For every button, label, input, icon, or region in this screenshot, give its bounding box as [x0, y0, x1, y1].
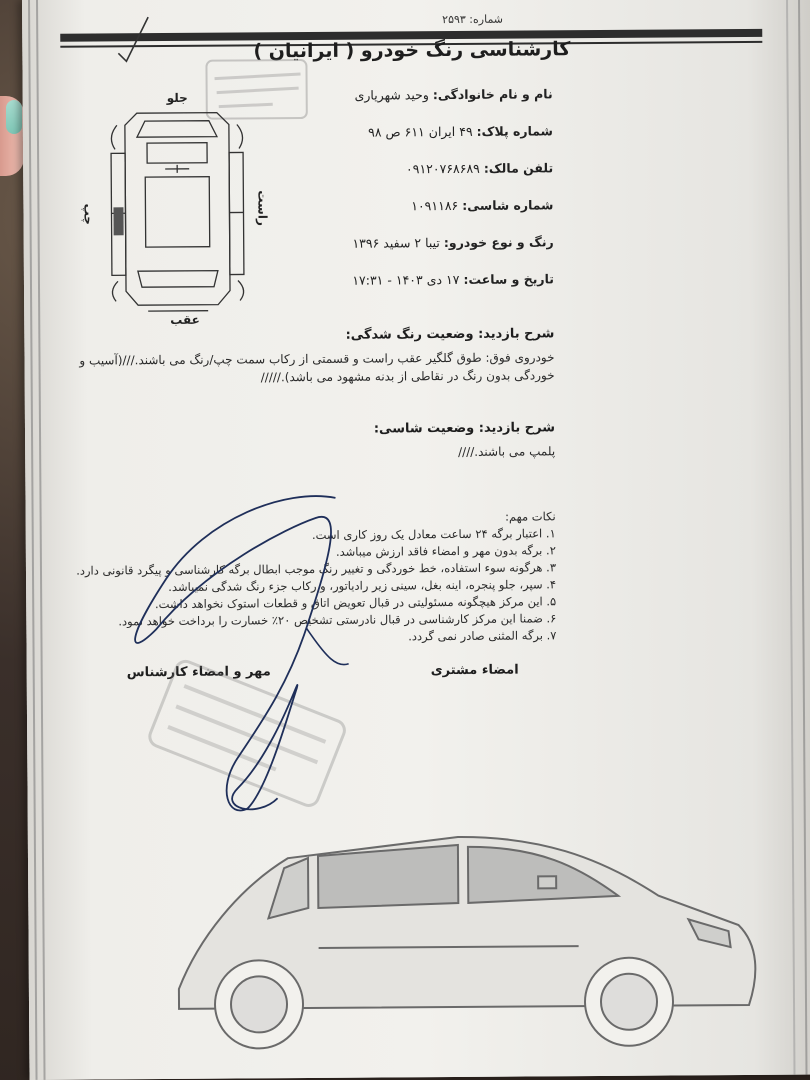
field-date-time: تاریخ و ساعت:۱۷ دی ۱۴۰۳ - ۱۷:۳۱	[352, 271, 555, 288]
serial-number: شماره: ۲۵۹۳	[442, 12, 504, 27]
note-item: ۳. هرگونه سوء استفاده، خط خوردگی و تغییر رنگ موجب ابطال برگه کارشناسی و پیگرد قانونی دارد.	[76, 560, 557, 578]
diagram-label-left: چپ	[81, 203, 96, 225]
chassis-status-heading: شرح بازدید: وضعیت شاسی:	[373, 420, 556, 437]
vehicle-info	[253, 86, 555, 310]
car-top-diagram	[81, 90, 285, 331]
car-outline-icon	[87, 90, 285, 331]
diagram-label-right: راست	[255, 190, 270, 226]
note-item: ۷. برگه المثنی صادر نمی گردد.	[408, 628, 557, 644]
paint-status-line: خوردگی بدون رنگ در نقاطی از بدنه مشهود می باشد)./////	[260, 368, 555, 385]
field-vehicle-color-type: رنگ و نوع خودرو:تیبا ۲ سفید ۱۳۹۶	[352, 234, 554, 251]
note-item: ۱. اعتبار برگه ۲۴ ساعت معادل یک روز کاری است.	[311, 526, 556, 542]
note-item: ۴. سپر، جلو پنجره، اینه بغل، سینی زیر رادیاتور، و رکاب جزء رنگ شدگی نمیباشد.	[168, 577, 557, 594]
inspection-sheet	[22, 0, 810, 1080]
field-chassis-number: شماره شاسی:۱۰۹۱۱۸۶	[411, 197, 554, 214]
note-item: ۲. برگه بدون مهر و امضاء فاقد ارزش میباشد.	[335, 543, 556, 559]
expert-signature-label: مهر و امضاء کارشناس	[126, 664, 271, 681]
checkmark-icon	[114, 15, 154, 65]
paint-status-line: خودروی فوق: طوق گلگیر عقب راست و قسمتی از رکاب سمت چپ/رنگ می باشند.///(آسیب و	[79, 350, 555, 368]
field-owner-name: نام و نام خانوادگی:وحید شهریاری	[354, 86, 553, 103]
car-illustration	[158, 815, 780, 1069]
field-plate-number: شماره پلاک:۴۹ ایران ۶۱۱ ص ۹۸	[368, 123, 553, 140]
diagram-label-front: جلو	[166, 90, 188, 105]
chassis-status-text	[35, 442, 555, 464]
notes-heading: نکات مهم:	[505, 509, 556, 524]
field-owner-phone: تلفن مالک:۰۹۱۲۰۷۶۸۶۸۹	[405, 160, 554, 177]
note-item: ۶. ضمنا این مرکز کارشناسی در قبال نادرستی تشخیص ۲۰٪ خسارت را برداخت خواهد نمود.	[118, 611, 557, 629]
paint-status-heading: شرح بازدید: وضعیت رنگ شدگی:	[345, 326, 555, 343]
customer-signature-label: امضاء مشتری	[430, 662, 519, 679]
handwritten-signature	[85, 487, 398, 849]
fingernail	[6, 100, 22, 134]
finger	[0, 96, 24, 176]
paint-status-text	[34, 348, 554, 388]
diagram-label-rear: عقب	[170, 312, 200, 327]
document-title: کارشناسی رنگ خودرو ( ایرانیان )	[253, 38, 571, 63]
chassis-status-line: پلمپ می باشند.////	[458, 444, 556, 459]
note-item: ۵. این مرکز هیچگونه مسئولیتی در قبال تعویض اتاق و قطعات استوک نخواهد داشت.	[154, 594, 557, 612]
